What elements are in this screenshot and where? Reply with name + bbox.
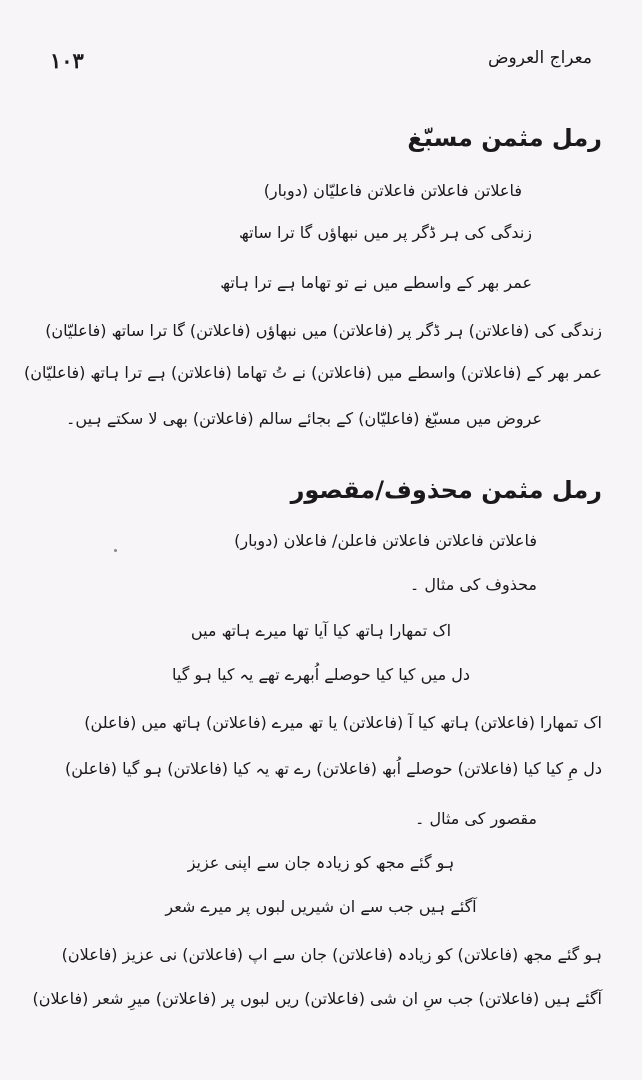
section2-verse1-line2: دل میں کیا کیا حوصلے اُبھرے تھے یہ کیا ہو گیا bbox=[171, 665, 471, 684]
section1-note: عروض میں مسبّغ (فاعلیّان) کے بجائے سالم (فاعلاتن) بھی لا سکتے ہیں۔ bbox=[66, 409, 542, 428]
section1-pattern: فاعلاتن فاعلاتن فاعلاتن فاعلیّان (دوبار) bbox=[263, 181, 522, 200]
page-header bbox=[40, 48, 602, 80]
section1-scansion-line2: عمر بھر کے (فاعلاتن) واسطے میں (فاعلاتن) نے تُ تھاما (فاعلاتن) ہے ترا ہاتھ (فاعلیّان) bbox=[24, 363, 602, 382]
section2-verse2-line2: آگئے ہیں جب سے ان شیریں لبوں پر میرے شعر bbox=[165, 897, 477, 916]
section2-heading: رمل مثمن محذوف/مقصور bbox=[290, 476, 602, 504]
section2-scansion2-line1: ہو گئے مجھ (فاعلاتن) کو زیادہ (فاعلاتن) جان سے اپ (فاعلاتن) نی عزیز (فاعلان) bbox=[61, 945, 602, 964]
section1-heading: رمل مثمن مسبّغ bbox=[407, 124, 602, 152]
book-title: معراج العروض bbox=[487, 48, 592, 68]
ink-speck bbox=[114, 549, 117, 552]
section2-example1-label: محذوف کی مثال ۔ bbox=[409, 575, 537, 594]
section2-example2-label: مقصور کی مثال ۔ bbox=[414, 809, 537, 828]
section2-verse1-line1: اک تمھارا ہاتھ کیا آیا تھا میرے ہاتھ میں bbox=[190, 621, 452, 640]
page-number: ۱۰۳ bbox=[50, 48, 84, 73]
section2-scansion1-line1: اک تمھارا (فاعلاتن) ہاتھ کیا آ (فاعلاتن) یا تھ میرے (فاعلاتن) ہاتھ میں (فاعلن) bbox=[84, 713, 602, 732]
section2-verse2-line1: ہو گئے مجھ کو زیادہ جان سے اپنی عزیز bbox=[187, 853, 455, 872]
section1-verse-line1: زندگی کی ہر ڈگر پر میں نبھاؤں گا ترا ساتھ bbox=[239, 223, 532, 242]
section2-pattern: فاعلاتن فاعلاتن فاعلاتن فاعلن/ فاعلان (دوبار) bbox=[234, 531, 537, 550]
section2-scansion2-line2: آگئے ہیں (فاعلاتن) جب سِ ان شی (فاعلاتن) ریں لبوں پر (فاعلاتن) میرِ شعر (فاعلان) bbox=[32, 989, 602, 1008]
section2-scansion1-line2: دل مِ کیا کیا (فاعلاتن) حوصلے اُبھ (فاعلاتن) رے تھ یہ کیا (فاعلاتن) ہو گیا (فاعلن) bbox=[64, 759, 602, 778]
section1-verse-line2: عمر بھر کے واسطے میں نے تو تھاما ہے ترا ہاتھ bbox=[220, 273, 532, 292]
section1-scansion-line1: زندگی کی (فاعلاتن) ہر ڈگر پر (فاعلاتن) میں نبھاؤں (فاعلاتن) گا ترا ساتھ (فاعلیّان) bbox=[45, 321, 602, 340]
